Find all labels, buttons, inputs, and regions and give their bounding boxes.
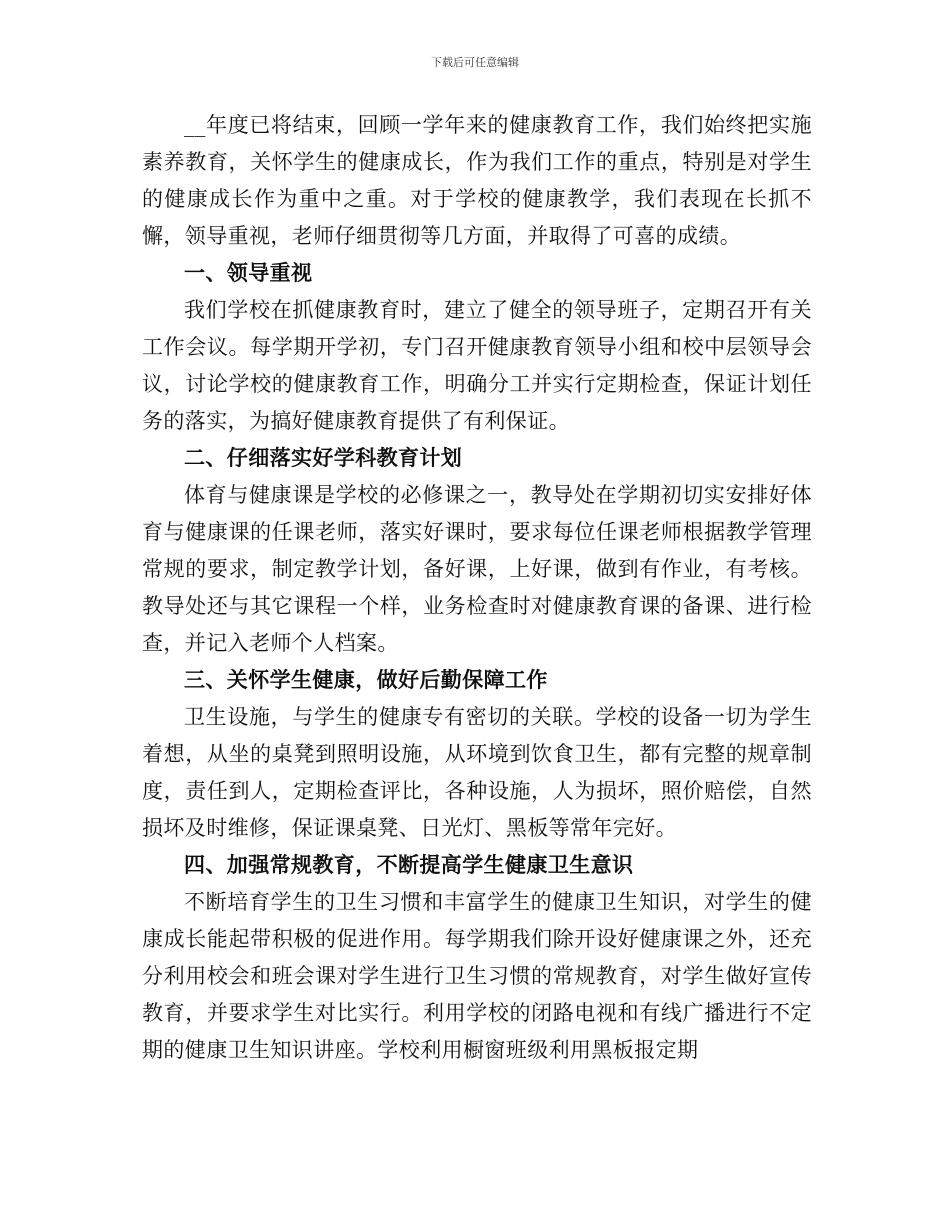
section-heading-3: 三、关怀学生健康，做好后勤保障工作: [184, 668, 548, 692]
section-body-1: 我们学校在抓健康教育时，建立了健全的领导班子，定期召开有关工作会议。每学期开学初，专门召开健康教育领导小组和校中层领导会议，讨论学校的健康教育工作，明确分工并实行定期检查，保证计划任务的落实，为搞好健康教育提供了有利保证。: [142, 298, 812, 433]
section-heading-4: 四、加强常规教育，不断提高学生健康卫生意识: [184, 853, 634, 877]
document-body: [142, 107, 812, 1069]
section-body-4: 不断培育学生的卫生习惯和丰富学生的健康卫生知识，对学生的健康成长能起带积极的促进作用。每学期我们除开设好健康课之外，还充分利用校会和班会课对学生进行卫生习惯的常规教育，对学生做好宣传教育，并要求学生对比实行。利用学校的闭路电视和有线广播进行不定期的健康卫生知识讲座。学校利用橱窗班级利用黑板报定期: [142, 890, 812, 1062]
intro-paragraph: __年度已将结束，回顾一学年来的健康教育工作，我们始终把实施素养教育，关怀学生的健康成长，作为我们工作的重点，特别是对学生的健康成长作为重中之重。对于学校的健康教学，我们表现在长抓不懈，领导重视，老师仔细贯彻等几方面，并取得了可喜的成绩。: [142, 113, 812, 248]
section-body-2: 体育与健康课是学校的必修课之一，教导处在学期初切实安排好体育与健康课的任课老师，落实好课时，要求每位任课老师根据教学管理常规的要求，制定教学计划，备好课，上好课，做到有作业，有考核。教导处还与其它课程一个样，业务检查时对健康教育课的备课、进行检查，并记入老师个人档案。: [142, 483, 812, 655]
section-body-3: 卫生设施，与学生的健康专有密切的关联。学校的设备一切为学生着想，从坐的桌凳到照明设施，从环境到饮食卫生，都有完整的规章制度，责任到人，定期检查评比，各种设施，人为损坏，照价赔偿，自然损坏及时维修，保证课桌凳、日光灯、黑板等常年完好。: [142, 705, 812, 840]
page-header-note: 下载后可任意编辑: [431, 56, 519, 69]
section-heading-1: 一、领导重视: [184, 261, 313, 285]
section-heading-2: 二、仔细落实好学科教育计划: [184, 446, 463, 470]
